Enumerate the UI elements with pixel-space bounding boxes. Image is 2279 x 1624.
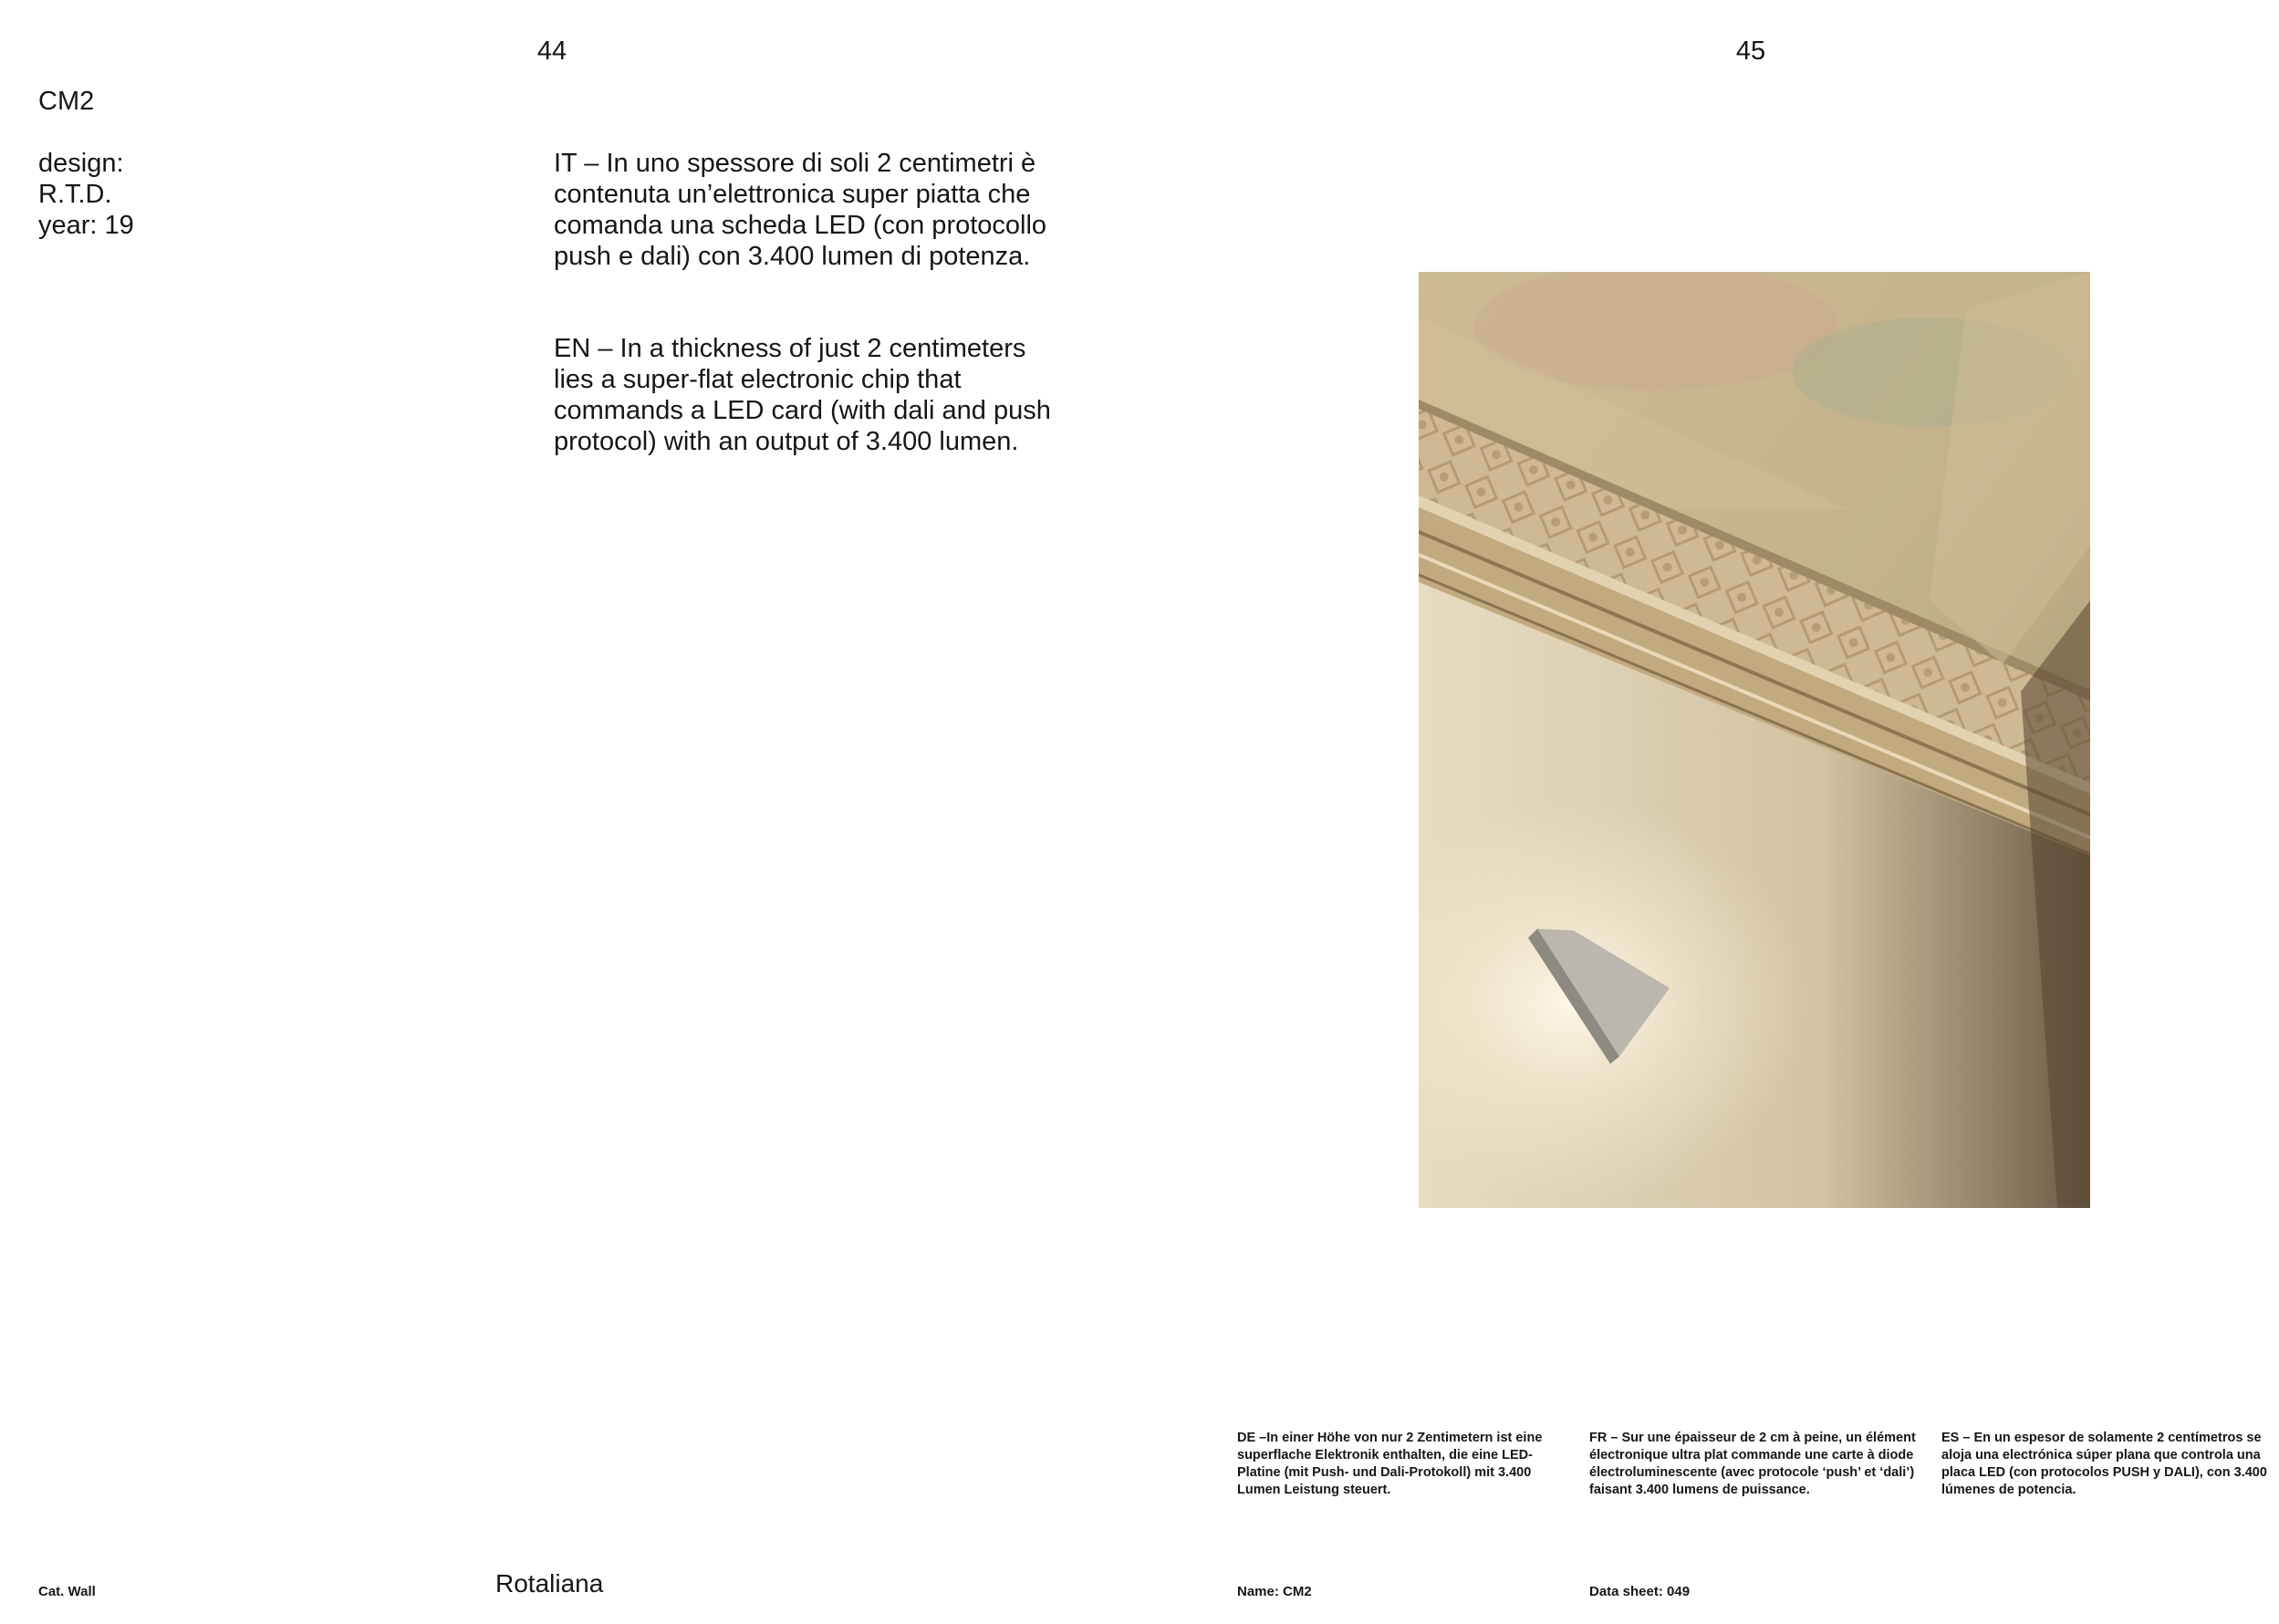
photo-illustration — [1419, 272, 2090, 1208]
product-meta — [38, 148, 134, 241]
description-fr: FR – Sur une épaisseur de 2 cm à peine, un élément électronique ultra plat commande une carte à diode électroluminescente (avec protocole ‘push’ et ‘dali’) faisant 3.400 lumens de puissance. — [1589, 1431, 1916, 1497]
product-photo — [1419, 272, 2090, 1208]
footer-product-name: Name: CM2 — [1237, 1584, 1312, 1599]
designer: R.T.D. — [38, 180, 112, 209]
footer-brand: Rotaliana — [495, 1569, 604, 1598]
year-line: year: 19 — [38, 211, 134, 240]
design-label: design: — [38, 149, 124, 178]
footer-category: Cat. Wall — [38, 1584, 96, 1599]
description-de: DE –In einer Höhe von nur 2 Zentimetern ist eine superflache Elektronik enthalten, die eine LED-Platine (mit Push- und Dali-Protokoll) mit 3.400 Lumen Leistung steuert. — [1237, 1431, 1543, 1497]
description-it: IT – In uno spessore di soli 2 centimetri è contenuta un’elettronica super piatta che comanda una scheda LED (con protocollo push e dali) con 3.400 lumen di potenza. — [554, 149, 1047, 271]
description-es: ES – En un espesor de solamente 2 centímetros se aloja una electrónica súper plana que controla una placa LED (con protocolos PUSH y DALI), con 3.400 lúmenes de potencia. — [1941, 1431, 2267, 1497]
description-en: EN – In a thickness of just 2 centimeters lies a super-flat electronic chip that commands a LED card (with dali and push protocol) with an output of 3.400 lumen. — [554, 334, 1051, 456]
page-number-left: 44 — [536, 36, 567, 66]
page-number-right: 45 — [1735, 36, 1766, 66]
footer-datasheet: Data sheet: 049 — [1589, 1584, 1691, 1599]
product-name: CM2 — [38, 87, 95, 116]
